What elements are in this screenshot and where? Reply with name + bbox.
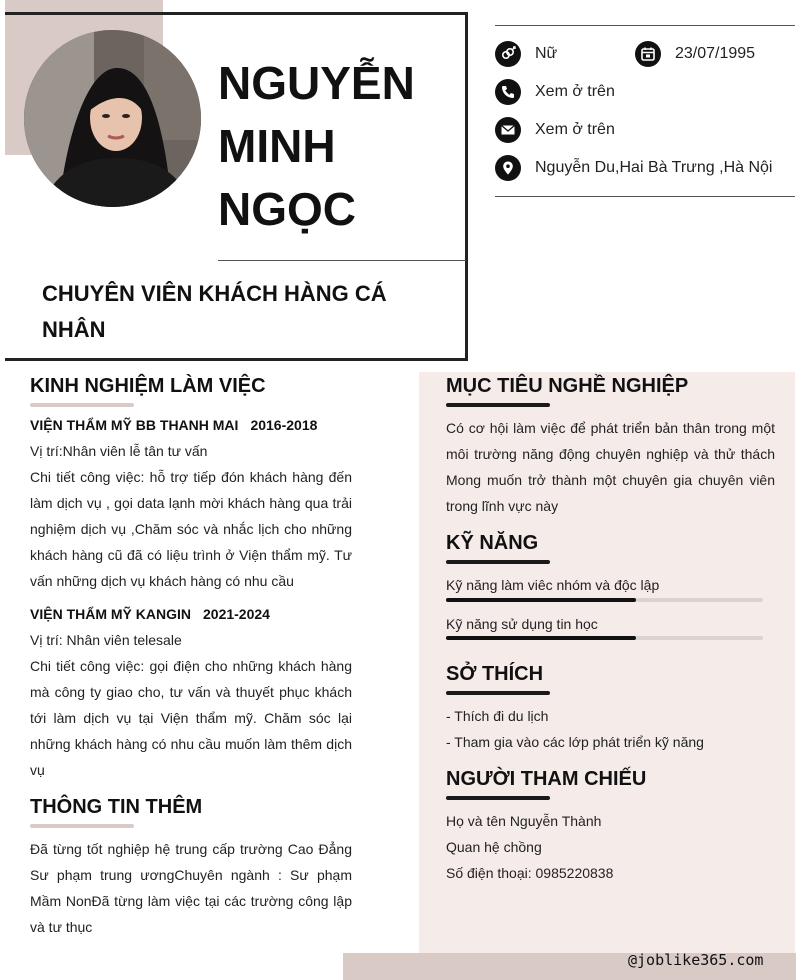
skill-1-label: Kỹ năng làm viêc nhóm và độc lập: [446, 577, 660, 593]
contact-divider-top: [495, 25, 795, 26]
hobby-item-1: - Thích đi du lịch: [446, 708, 549, 724]
email-value: Xem ở trên: [535, 121, 615, 138]
job-1-company: VIỆN THẨM MỸ BB THANH MAI: [30, 417, 239, 433]
job-1-position: Vị trí:Nhân viên lễ tân tư vấn: [30, 443, 208, 459]
phone-value: Xem ở trên: [535, 83, 615, 100]
watermark-text: @joblike365.com: [628, 951, 764, 969]
hobbies-title-underline: [446, 691, 550, 695]
experience-title: KINH NGHIỆM LÀM VIỆC: [30, 375, 266, 397]
skill-2-label: Kỹ năng sử dụng tin học: [446, 616, 598, 632]
gender-value: Nữ: [535, 45, 558, 62]
contact-address: [495, 155, 772, 181]
birthday-value: 23/07/1995: [675, 45, 756, 62]
hobbies-title: SỞ THÍCH: [446, 663, 544, 685]
job-1-years: 2016-2018: [250, 417, 318, 433]
additional-info-text: Đã từng tốt nghiệp hệ trung cấp trường Cao Đẳng Sư phạm trung ươngChuyên ngành : Sư phạm Mầm NonĐã từng làm việc tại các trường công lập và tư thục: [30, 841, 352, 935]
job-2-position: Vị trí: Nhân viên telesale: [30, 632, 182, 648]
skill-1-bar: [446, 598, 763, 602]
reference-title: NGƯỜI THAM CHIẾU: [446, 768, 647, 790]
contact-email: [495, 117, 615, 143]
job-2-heading: [30, 606, 270, 622]
job-2-details: Chi tiết công việc: gọi điện cho những khách hàng mà công ty giao cho, tư vấn và thuyết phục khách tới làm dịch vụ tại Viện thẩm mỹ. Chăm sóc lại những khách hàng có nhu cầu muốn làm thêm dịch vụ: [30, 658, 352, 778]
gender-icon: [495, 41, 521, 67]
experience-title-underline: [30, 403, 134, 407]
phone-icon: [495, 79, 521, 105]
objective-title-underline: [446, 403, 550, 407]
address-value: Nguyễn Du,Hai Bà Trưng ,Hà Nội: [535, 159, 773, 176]
skill-1-bar-fill: [446, 598, 636, 602]
additional-info-underline: [30, 824, 134, 828]
name-line-2: MINH: [218, 120, 336, 172]
objective-text: Có cơ hội làm việc để phát triển bản thân trong một môi trường năng động chuyên nghiệp và thử thách Mong muốn trở thành một chuyên gia chuyên viên trong lĩnh vực này: [446, 420, 775, 514]
email-icon: [495, 117, 521, 143]
skill-2-bar-fill: [446, 636, 636, 640]
job-2-years: 2021-2024: [203, 606, 270, 622]
name-line-1: NGUYỄN: [218, 57, 415, 109]
job-1-heading: [30, 417, 317, 433]
contact-gender: [495, 41, 557, 67]
location-pin-icon: [495, 155, 521, 181]
job-1-details: Chi tiết công việc: hỗ trợ tiếp đón khách hàng đến làm dịch vụ , gọi data lạnh mời khách hàng qua trải nghiệm dịch vụ ,Chăm sóc và nhắc lịch cho những khách hàng cũ đã có liệu trình ở Viện thẩm mỹ. Tư vấn những dịch vụ khách hàng có nhu cầu: [30, 469, 352, 589]
name-divider: [218, 260, 466, 261]
objective-title: MỤC TIÊU NGHỀ NGHIỆP: [446, 375, 689, 397]
reference-phone: Số điện thoại: 0985220838: [446, 865, 614, 881]
reference-title-underline: [446, 796, 550, 800]
reference-name: Họ và tên Nguyễn Thành: [446, 813, 602, 829]
skills-title: KỸ NĂNG: [446, 532, 539, 554]
job-title: CHUYÊN VIÊN KHÁCH HÀNG CÁ NHÂN: [42, 281, 387, 342]
name-line-3: NGỌC: [218, 183, 356, 235]
additional-info-title: THÔNG TIN THÊM: [30, 796, 203, 818]
skills-title-underline: [446, 560, 550, 564]
calendar-icon: [635, 41, 661, 67]
contact-phone: [495, 79, 615, 105]
skill-2-bar: [446, 636, 763, 640]
job-2-company: VIỆN THẨM MỸ KANGIN: [30, 606, 191, 622]
hobby-item-2: - Tham gia vào các lớp phát triển kỹ năng: [446, 734, 704, 750]
reference-relation: Quan hệ chồng: [446, 839, 542, 855]
contact-birthday: [635, 41, 755, 67]
contact-divider-bottom: [495, 196, 795, 197]
candidate-name: [218, 52, 458, 241]
profile-photo: [24, 30, 201, 207]
